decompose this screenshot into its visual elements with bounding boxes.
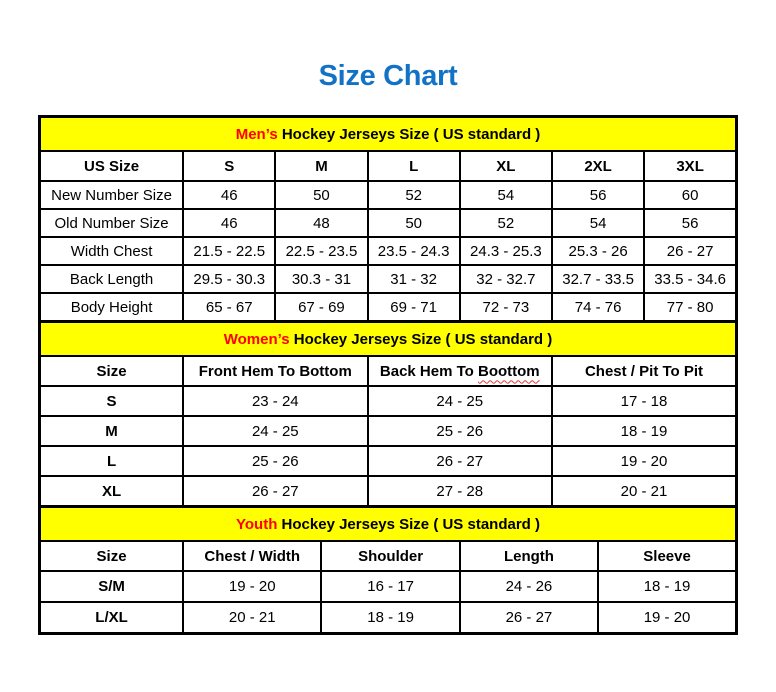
row-label: S/M [40,571,184,602]
cell: 23 - 24 [183,386,367,416]
table-men [38,115,738,323]
table-row [40,209,737,237]
section-accent: Youth [236,515,278,533]
column-header-row [40,151,737,181]
column-header: Chest / Pit To Pit [552,356,737,386]
cell: 19 - 20 [552,446,737,476]
table-row [40,446,737,476]
cell: 74 - 76 [552,293,644,322]
column-header: Size [40,356,184,386]
cell: 52 [368,181,460,209]
tables-root [38,115,738,635]
section-accent: Women’s [223,330,290,348]
column-header: S [183,151,275,181]
cell: 24 - 25 [183,416,367,446]
column-header: Length [460,541,598,571]
cell: 30.3 - 31 [275,265,367,293]
table-women [38,320,738,508]
column-header: M [275,151,367,181]
column-header: Size [40,541,184,571]
column-header: Chest / Width [183,541,321,571]
cell: 54 [460,181,552,209]
row-label: New Number Size [40,181,184,209]
cell: 23.5 - 24.3 [368,237,460,265]
page-title: Size Chart [318,60,458,92]
cell: 24.3 - 25.3 [460,237,552,265]
section-title-men: Men’s Hockey Jerseys Size ( US standard ) [40,117,737,152]
row-label: Width Chest [40,237,184,265]
cell: 20 - 21 [552,476,737,507]
table-row [40,602,737,634]
cell: 27 - 28 [368,476,552,507]
column-header: XL [460,151,552,181]
cell: 50 [368,209,460,237]
cell: 22.5 - 23.5 [275,237,367,265]
cell: 21.5 - 22.5 [183,237,275,265]
cell: 56 [644,209,736,237]
cell: 18 - 19 [552,416,737,446]
cell: 29.5 - 30.3 [183,265,275,293]
misspelled-word: Boottom [477,362,540,380]
table-row [40,571,737,602]
cell: 26 - 27 [644,237,736,265]
table-row [40,181,737,209]
cell: 32 - 32.7 [460,265,552,293]
table-row [40,416,737,446]
cell: 18 - 19 [321,602,459,634]
cell: 18 - 19 [598,571,736,602]
row-label: S [40,386,184,416]
table-row [40,386,737,416]
row-label: Body Height [40,293,184,322]
column-header: Sleeve [598,541,736,571]
cell: 67 - 69 [275,293,367,322]
column-header: Front Hem To Bottom [183,356,367,386]
column-header: 2XL [552,151,644,181]
table-row [40,293,737,322]
table-youth [38,505,738,635]
row-label: Back Length [40,265,184,293]
column-header-row [40,356,737,386]
cell: 19 - 20 [183,571,321,602]
cell: 20 - 21 [183,602,321,634]
cell: 46 [183,181,275,209]
cell: 31 - 32 [368,265,460,293]
cell: 19 - 20 [598,602,736,634]
column-header-row [40,541,737,571]
cell: 26 - 27 [460,602,598,634]
cell: 50 [275,181,367,209]
column-header: Back Hem To Boottom [368,356,552,386]
section-title-youth: Youth Hockey Jerseys Size ( US standard ) [40,507,737,542]
cell: 25 - 26 [368,416,552,446]
cell: 25.3 - 26 [552,237,644,265]
cell: 54 [552,209,644,237]
cell: 48 [275,209,367,237]
row-label: L/XL [40,602,184,634]
row-label: Old Number Size [40,209,184,237]
row-label: L [40,446,184,476]
cell: 25 - 26 [183,446,367,476]
column-header: Shoulder [321,541,459,571]
cell: 32.7 - 33.5 [552,265,644,293]
cell: 77 - 80 [644,293,736,322]
cell: 56 [552,181,644,209]
cell: 26 - 27 [368,446,552,476]
section-accent: Men’s [235,125,278,143]
cell: 17 - 18 [552,386,737,416]
table-row [40,265,737,293]
cell: 65 - 67 [183,293,275,322]
cell: 26 - 27 [183,476,367,507]
column-header: US Size [40,151,184,181]
cell: 60 [644,181,736,209]
row-label: M [40,416,184,446]
table-row [40,476,737,507]
cell: 46 [183,209,275,237]
cell: 24 - 26 [460,571,598,602]
column-header: 3XL [644,151,736,181]
cell: 16 - 17 [321,571,459,602]
row-label: XL [40,476,184,507]
cell: 33.5 - 34.6 [644,265,736,293]
section-title-women: Women’s Hockey Jerseys Size ( US standard ) [40,322,737,357]
cell: 69 - 71 [368,293,460,322]
column-header: L [368,151,460,181]
cell: 52 [460,209,552,237]
cell: 72 - 73 [460,293,552,322]
cell: 24 - 25 [368,386,552,416]
table-row [40,237,737,265]
